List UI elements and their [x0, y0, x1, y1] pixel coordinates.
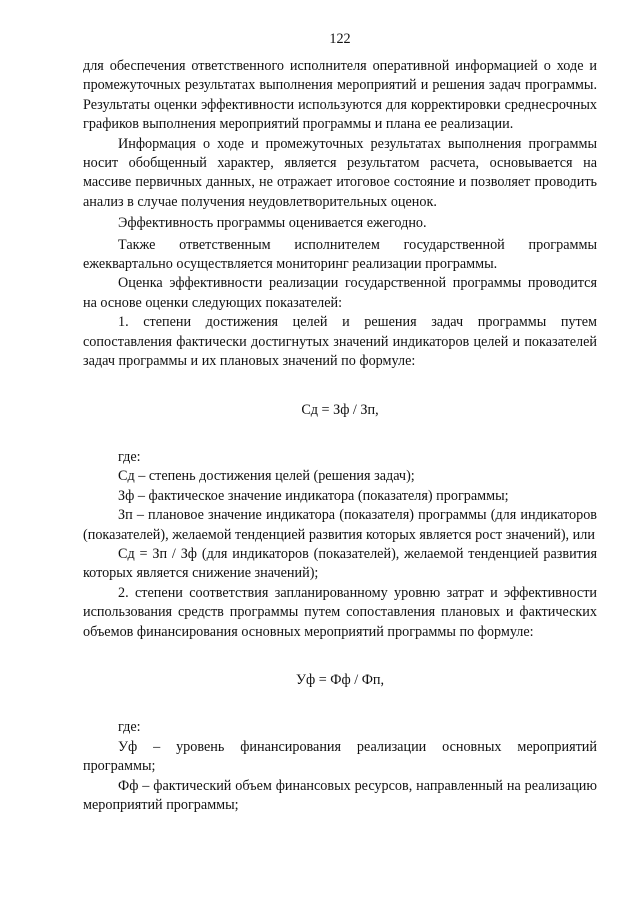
paragraph-monitoring-purpose: для обеспечения ответственного исполнителя оперативной информацией о ходе и промежуточных результатах выполнения мероприятий и решения задач программы. Результаты оценки эффективности используются для корректировки среднесрочных графиков выполнения мероприятий программы и плана ее реализации.	[83, 58, 597, 133]
paragraph-annual-evaluation: Эффективность программы оценивается ежегодно.	[118, 215, 427, 232]
definition-sd: Сд – степень достижения целей (решения задач);	[118, 468, 415, 485]
paragraph-cost-compliance: 2. степени соответствия запланированному уровню затрат и эффективности использования средств программы путем сопоставления плановых и фактических объемов финансирования основных мероприятий программы по формуле:	[83, 584, 597, 640]
definition-zp: Зп – плановое значение индикатора (показателя) программы (для индикаторов (показателей), желаемой тенденцией развития которых является рост значений), или	[83, 507, 597, 543]
definition-sd-alternative: Сд = Зп / Зф (для индикаторов (показателей), желаемой тенденцией развития которых является снижение значений);	[83, 545, 597, 582]
formula-financing-level: Уф = Фф / Фп,	[295, 671, 385, 688]
definition-uf: Уф – уровень финансирования реализации основных мероприятий программы;	[83, 738, 597, 775]
definition-zf: Зф – фактическое значение индикатора (показателя) программы;	[118, 487, 509, 504]
paragraph-quarterly-monitoring: Также ответственным исполнителем государственной программы ежеквартально осуществляется мониторинг реализации программы.	[83, 236, 597, 273]
formula-goal-achievement: Сд = Зф / Зп,	[301, 401, 379, 418]
definition-ff: Фф – фактический объем финансовых ресурсов, направленный на реализацию мероприятий программы;	[83, 777, 597, 813]
paragraph-goal-achievement: 1. степени достижения целей и решения задач программы путем сопоставления фактически достигнутых значений индикаторов целей и показателей задач программы и их плановых значений по формуле:	[83, 314, 597, 370]
where-label-1: где:	[118, 448, 141, 465]
paragraph-evaluation-basis: Оценка эффективности реализации государственной программы проводится на основе оценки следующих показателей:	[83, 275, 597, 311]
where-label-2: где:	[118, 719, 141, 736]
paragraph-progress-information: Информация о ходе и промежуточных результатах выполнения программы носит обобщенный характер, является результатом расчета, основывается на массиве первичных данных, не отражает итоговое состояние и позволяет проводить анализ в случае получения неудовлетворительных оценок.	[83, 135, 597, 210]
page-number: 122	[329, 31, 351, 47]
